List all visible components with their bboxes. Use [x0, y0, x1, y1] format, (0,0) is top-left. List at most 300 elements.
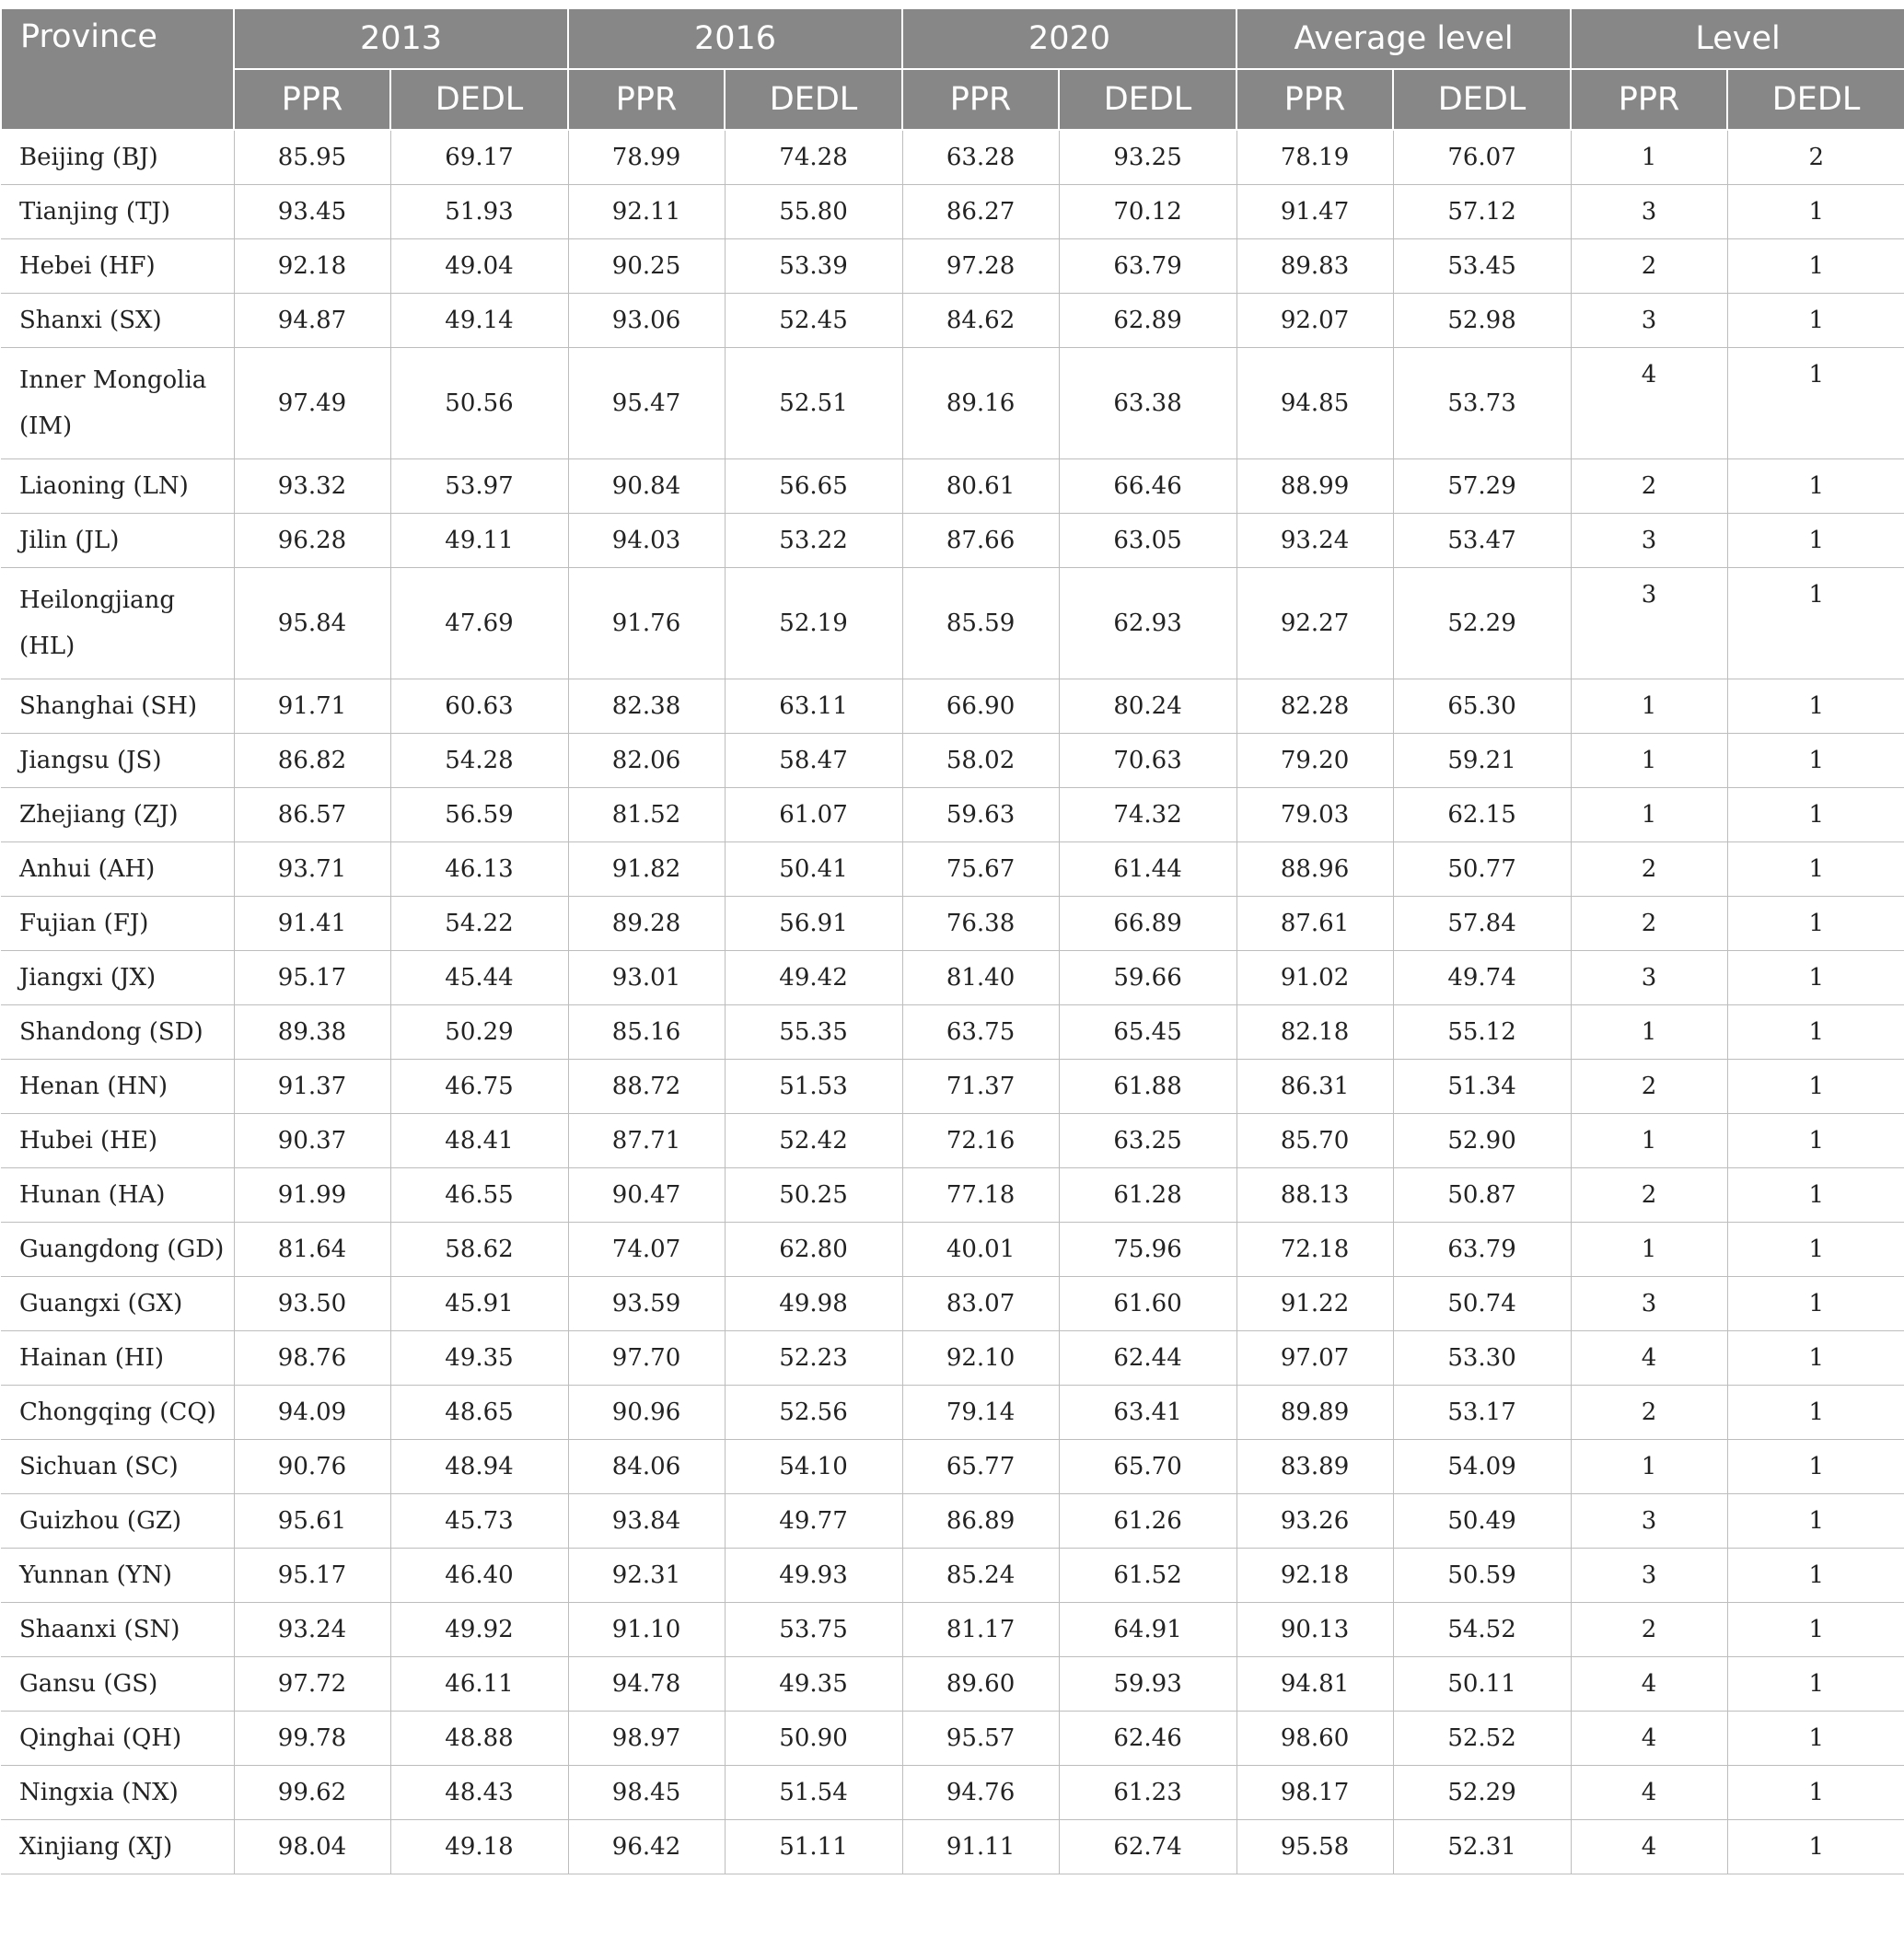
ppr-cell: 92.27 — [1236, 568, 1393, 679]
ppr-cell: 94.09 — [234, 1386, 390, 1440]
dedl-cell: 60.63 — [390, 679, 568, 734]
ppr-cell: 81.17 — [902, 1603, 1059, 1657]
dedl-cell: 53.39 — [725, 239, 902, 294]
dedl-cell: 50.25 — [725, 1168, 902, 1223]
dedl-cell: 53.45 — [1393, 239, 1571, 294]
table-row — [1, 1277, 1904, 1331]
province-cell: Xinjiang (XJ) — [1, 1820, 234, 1874]
dedl-cell: 57.12 — [1393, 185, 1571, 239]
dedl-cell: 63.41 — [1059, 1386, 1236, 1440]
ppr-cell: 92.11 — [568, 185, 725, 239]
province-cell: Qinghai (QH) — [1, 1712, 234, 1766]
ppr-cell: 85.59 — [902, 568, 1059, 679]
ppr-cell: 82.18 — [1236, 1005, 1393, 1060]
ppr-cell: 98.97 — [568, 1712, 725, 1766]
dedl-cell: 1 — [1727, 348, 1904, 459]
ppr-cell: 65.77 — [902, 1440, 1059, 1494]
ppr-cell: 2 — [1571, 897, 1727, 951]
ppr-cell: 98.45 — [568, 1766, 725, 1820]
dedl-cell: 63.38 — [1059, 348, 1236, 459]
dedl-cell: 49.98 — [725, 1277, 902, 1331]
province-cell: Henan (HN) — [1, 1060, 234, 1114]
dedl-cell: 50.90 — [725, 1712, 902, 1766]
column-group-header: Average level — [1236, 8, 1571, 69]
dedl-cell: 58.62 — [390, 1223, 568, 1277]
ppr-cell: 4 — [1571, 1657, 1727, 1712]
ppr-cell: 93.59 — [568, 1277, 725, 1331]
ppr-cell: 85.16 — [568, 1005, 725, 1060]
dedl-cell: 69.17 — [390, 130, 568, 185]
ppr-cell: 78.99 — [568, 130, 725, 185]
ppr-cell: 90.47 — [568, 1168, 725, 1223]
ppr-cell: 88.72 — [568, 1060, 725, 1114]
ppr-cell: 4 — [1571, 1820, 1727, 1874]
ppr-cell: 75.67 — [902, 842, 1059, 897]
dedl-cell: 50.29 — [390, 1005, 568, 1060]
ppr-cell: 89.28 — [568, 897, 725, 951]
ppr-cell: 91.37 — [234, 1060, 390, 1114]
dedl-cell: 57.29 — [1393, 459, 1571, 514]
dedl-cell: 53.97 — [390, 459, 568, 514]
dedl-cell: 63.25 — [1059, 1114, 1236, 1168]
dedl-cell: 70.12 — [1059, 185, 1236, 239]
ppr-cell: 95.84 — [234, 568, 390, 679]
dedl-cell: 1 — [1727, 842, 1904, 897]
dedl-cell: 59.93 — [1059, 1657, 1236, 1712]
dedl-cell: 1 — [1727, 239, 1904, 294]
ppr-cell: 94.81 — [1236, 1657, 1393, 1712]
province-cell: Shanxi (SX) — [1, 294, 234, 348]
province-cell: Heilongjiang (HL) — [1, 568, 234, 679]
ppr-cell: 99.62 — [234, 1766, 390, 1820]
ppr-cell: 89.16 — [902, 348, 1059, 459]
province-cell: Shaanxi (SN) — [1, 1603, 234, 1657]
dedl-cell: 48.43 — [390, 1766, 568, 1820]
column-header-ppr: PPR — [568, 69, 725, 130]
table-row — [1, 897, 1904, 951]
ppr-cell: 97.72 — [234, 1657, 390, 1712]
ppr-cell: 71.37 — [902, 1060, 1059, 1114]
province-cell: Hainan (HI) — [1, 1331, 234, 1386]
dedl-cell: 61.52 — [1059, 1549, 1236, 1603]
table-body — [1, 130, 1904, 1874]
column-header-dedl: DEDL — [1393, 69, 1571, 130]
ppr-cell: 91.71 — [234, 679, 390, 734]
ppr-cell: 95.17 — [234, 1549, 390, 1603]
dedl-cell: 66.46 — [1059, 459, 1236, 514]
dedl-cell: 1 — [1727, 788, 1904, 842]
ppr-cell: 98.17 — [1236, 1766, 1393, 1820]
ppr-cell: 1 — [1571, 1440, 1727, 1494]
ppr-cell: 97.49 — [234, 348, 390, 459]
ppr-cell: 92.31 — [568, 1549, 725, 1603]
table-row — [1, 1766, 1904, 1820]
ppr-cell: 3 — [1571, 185, 1727, 239]
dedl-cell: 56.65 — [725, 459, 902, 514]
dedl-cell: 63.79 — [1393, 1223, 1571, 1277]
dedl-cell: 64.91 — [1059, 1603, 1236, 1657]
ppr-cell: 81.52 — [568, 788, 725, 842]
dedl-cell: 50.56 — [390, 348, 568, 459]
ppr-cell: 1 — [1571, 1114, 1727, 1168]
ppr-cell: 63.28 — [902, 130, 1059, 185]
table-row — [1, 185, 1904, 239]
ppr-cell: 84.06 — [568, 1440, 725, 1494]
dedl-cell: 50.77 — [1393, 842, 1571, 897]
ppr-cell: 90.84 — [568, 459, 725, 514]
ppr-cell: 94.03 — [568, 514, 725, 568]
dedl-cell: 49.04 — [390, 239, 568, 294]
dedl-cell: 66.89 — [1059, 897, 1236, 951]
ppr-cell: 1 — [1571, 734, 1727, 788]
province-cell: Fujian (FJ) — [1, 897, 234, 951]
ppr-cell: 3 — [1571, 568, 1727, 679]
ppr-cell: 3 — [1571, 514, 1727, 568]
column-group-header: 2013 — [234, 8, 568, 69]
table-row — [1, 1549, 1904, 1603]
dedl-cell: 1 — [1727, 568, 1904, 679]
ppr-cell: 92.07 — [1236, 294, 1393, 348]
table-row — [1, 1114, 1904, 1168]
ppr-cell: 82.38 — [568, 679, 725, 734]
ppr-cell: 1 — [1571, 1005, 1727, 1060]
ppr-cell: 87.71 — [568, 1114, 725, 1168]
table-row — [1, 294, 1904, 348]
ppr-cell: 90.37 — [234, 1114, 390, 1168]
dedl-cell: 76.07 — [1393, 130, 1571, 185]
ppr-cell: 85.95 — [234, 130, 390, 185]
ppr-cell: 2 — [1571, 842, 1727, 897]
dedl-cell: 63.11 — [725, 679, 902, 734]
ppr-cell: 3 — [1571, 1549, 1727, 1603]
dedl-cell: 49.74 — [1393, 951, 1571, 1005]
ppr-cell: 4 — [1571, 348, 1727, 459]
dedl-cell: 1 — [1727, 1331, 1904, 1386]
dedl-cell: 54.28 — [390, 734, 568, 788]
column-header-dedl: DEDL — [725, 69, 902, 130]
table-row — [1, 1386, 1904, 1440]
ppr-cell: 58.02 — [902, 734, 1059, 788]
ppr-cell: 89.60 — [902, 1657, 1059, 1712]
ppr-cell: 95.61 — [234, 1494, 390, 1549]
ppr-cell: 2 — [1571, 239, 1727, 294]
dedl-cell: 1 — [1727, 1440, 1904, 1494]
ppr-cell: 96.28 — [234, 514, 390, 568]
table-row — [1, 1331, 1904, 1386]
dedl-cell: 58.47 — [725, 734, 902, 788]
ppr-cell: 76.38 — [902, 897, 1059, 951]
dedl-cell: 1 — [1727, 1820, 1904, 1874]
ppr-cell: 1 — [1571, 130, 1727, 185]
province-cell: Shandong (SD) — [1, 1005, 234, 1060]
dedl-cell: 59.66 — [1059, 951, 1236, 1005]
dedl-cell: 52.31 — [1393, 1820, 1571, 1874]
ppr-cell: 86.89 — [902, 1494, 1059, 1549]
column-header-ppr: PPR — [1571, 69, 1727, 130]
table-row — [1, 1440, 1904, 1494]
dedl-cell: 52.19 — [725, 568, 902, 679]
ppr-cell: 91.02 — [1236, 951, 1393, 1005]
dedl-cell: 62.44 — [1059, 1331, 1236, 1386]
table-row — [1, 842, 1904, 897]
ppr-cell: 85.70 — [1236, 1114, 1393, 1168]
dedl-cell: 54.09 — [1393, 1440, 1571, 1494]
ppr-cell: 79.20 — [1236, 734, 1393, 788]
table-row — [1, 1603, 1904, 1657]
dedl-cell: 49.42 — [725, 951, 902, 1005]
column-header-ppr: PPR — [1236, 69, 1393, 130]
dedl-cell: 62.74 — [1059, 1820, 1236, 1874]
ppr-cell: 91.11 — [902, 1820, 1059, 1874]
ppr-cell: 93.24 — [234, 1603, 390, 1657]
ppr-cell: 82.28 — [1236, 679, 1393, 734]
dedl-cell: 51.54 — [725, 1766, 902, 1820]
dedl-cell: 52.29 — [1393, 1766, 1571, 1820]
table-row — [1, 679, 1904, 734]
table-row — [1, 734, 1904, 788]
ppr-cell: 3 — [1571, 1494, 1727, 1549]
ppr-cell: 3 — [1571, 951, 1727, 1005]
province-cell: Hunan (HA) — [1, 1168, 234, 1223]
dedl-cell: 52.45 — [725, 294, 902, 348]
dedl-cell: 1 — [1727, 1168, 1904, 1223]
ppr-cell: 2 — [1571, 1168, 1727, 1223]
dedl-cell: 62.89 — [1059, 294, 1236, 348]
ppr-cell: 82.06 — [568, 734, 725, 788]
column-group-header: 2016 — [568, 8, 902, 69]
ppr-cell: 91.99 — [234, 1168, 390, 1223]
dedl-cell: 49.92 — [390, 1603, 568, 1657]
ppr-cell: 88.13 — [1236, 1168, 1393, 1223]
province-cell: Tianjing (TJ) — [1, 185, 234, 239]
dedl-cell: 45.73 — [390, 1494, 568, 1549]
column-header-dedl: DEDL — [1727, 69, 1904, 130]
ppr-cell: 74.07 — [568, 1223, 725, 1277]
dedl-cell: 49.35 — [390, 1331, 568, 1386]
ppr-cell: 94.85 — [1236, 348, 1393, 459]
dedl-cell: 49.77 — [725, 1494, 902, 1549]
table-row — [1, 1005, 1904, 1060]
dedl-cell: 62.15 — [1393, 788, 1571, 842]
dedl-cell: 52.52 — [1393, 1712, 1571, 1766]
ppr-cell: 94.76 — [902, 1766, 1059, 1820]
dedl-cell: 54.52 — [1393, 1603, 1571, 1657]
ppr-cell: 90.13 — [1236, 1603, 1393, 1657]
dedl-cell: 45.91 — [390, 1277, 568, 1331]
dedl-cell: 1 — [1727, 1549, 1904, 1603]
dedl-cell: 80.24 — [1059, 679, 1236, 734]
province-cell: Hubei (HE) — [1, 1114, 234, 1168]
ppr-cell: 95.47 — [568, 348, 725, 459]
ppr-cell: 88.99 — [1236, 459, 1393, 514]
province-cell: Chongqing (CQ) — [1, 1386, 234, 1440]
province-cell: Sichuan (SC) — [1, 1440, 234, 1494]
dedl-cell: 50.74 — [1393, 1277, 1571, 1331]
ppr-cell: 91.41 — [234, 897, 390, 951]
dedl-cell: 1 — [1727, 1712, 1904, 1766]
table-row — [1, 788, 1904, 842]
dedl-cell: 48.94 — [390, 1440, 568, 1494]
dedl-cell: 61.28 — [1059, 1168, 1236, 1223]
dedl-cell: 50.49 — [1393, 1494, 1571, 1549]
dedl-cell: 61.26 — [1059, 1494, 1236, 1549]
dedl-cell: 53.17 — [1393, 1386, 1571, 1440]
ppr-cell: 79.03 — [1236, 788, 1393, 842]
dedl-cell: 56.91 — [725, 897, 902, 951]
dedl-cell: 50.87 — [1393, 1168, 1571, 1223]
ppr-cell: 77.18 — [902, 1168, 1059, 1223]
dedl-cell: 50.41 — [725, 842, 902, 897]
dedl-cell: 45.44 — [390, 951, 568, 1005]
dedl-cell: 61.44 — [1059, 842, 1236, 897]
ppr-cell: 91.82 — [568, 842, 725, 897]
table-row — [1, 239, 1904, 294]
column-group-header: 2020 — [902, 8, 1236, 69]
dedl-cell: 59.21 — [1393, 734, 1571, 788]
dedl-cell: 2 — [1727, 130, 1904, 185]
province-cell: Jiangxi (JX) — [1, 951, 234, 1005]
ppr-cell: 2 — [1571, 1603, 1727, 1657]
dedl-cell: 74.28 — [725, 130, 902, 185]
ppr-cell: 89.38 — [234, 1005, 390, 1060]
dedl-cell: 52.98 — [1393, 294, 1571, 348]
dedl-cell: 46.11 — [390, 1657, 568, 1712]
table-row — [1, 1712, 1904, 1766]
ppr-cell: 2 — [1571, 1060, 1727, 1114]
dedl-cell: 53.47 — [1393, 514, 1571, 568]
ppr-cell: 91.76 — [568, 568, 725, 679]
table-row — [1, 1168, 1904, 1223]
province-cell: Yunnan (YN) — [1, 1549, 234, 1603]
ppr-cell: 92.18 — [234, 239, 390, 294]
dedl-cell: 62.46 — [1059, 1712, 1236, 1766]
dedl-cell: 61.23 — [1059, 1766, 1236, 1820]
dedl-cell: 54.10 — [725, 1440, 902, 1494]
dedl-cell: 1 — [1727, 734, 1904, 788]
dedl-cell: 50.11 — [1393, 1657, 1571, 1712]
ppr-cell: 86.27 — [902, 185, 1059, 239]
ppr-cell: 85.24 — [902, 1549, 1059, 1603]
dedl-cell: 49.11 — [390, 514, 568, 568]
dedl-cell: 1 — [1727, 1603, 1904, 1657]
ppr-cell: 72.16 — [902, 1114, 1059, 1168]
dedl-cell: 63.79 — [1059, 239, 1236, 294]
province-cell: Guizhou (GZ) — [1, 1494, 234, 1549]
province-cell: Inner Mongolia (IM) — [1, 348, 234, 459]
ppr-cell: 92.18 — [1236, 1549, 1393, 1603]
ppr-cell: 99.78 — [234, 1712, 390, 1766]
ppr-cell: 93.71 — [234, 842, 390, 897]
dedl-cell: 52.51 — [725, 348, 902, 459]
ppr-cell: 93.50 — [234, 1277, 390, 1331]
dedl-cell: 61.07 — [725, 788, 902, 842]
table-header — [1, 8, 1904, 130]
dedl-cell: 61.60 — [1059, 1277, 1236, 1331]
ppr-cell: 3 — [1571, 1277, 1727, 1331]
ppr-cell: 2 — [1571, 1386, 1727, 1440]
dedl-cell: 53.30 — [1393, 1331, 1571, 1386]
ppr-cell: 2 — [1571, 459, 1727, 514]
dedl-cell: 52.23 — [725, 1331, 902, 1386]
ppr-cell: 72.18 — [1236, 1223, 1393, 1277]
province-cell: Shanghai (SH) — [1, 679, 234, 734]
ppr-cell: 90.25 — [568, 239, 725, 294]
ppr-cell: 90.76 — [234, 1440, 390, 1494]
dedl-cell: 46.55 — [390, 1168, 568, 1223]
ppr-cell: 96.42 — [568, 1820, 725, 1874]
dedl-cell: 51.34 — [1393, 1060, 1571, 1114]
ppr-cell: 1 — [1571, 788, 1727, 842]
ppr-cell: 93.32 — [234, 459, 390, 514]
table-row — [1, 130, 1904, 185]
dedl-cell: 74.32 — [1059, 788, 1236, 842]
dedl-cell: 55.80 — [725, 185, 902, 239]
dedl-cell: 70.63 — [1059, 734, 1236, 788]
ppr-cell: 1 — [1571, 679, 1727, 734]
table-row — [1, 1494, 1904, 1549]
table-row — [1, 568, 1904, 679]
ppr-cell: 97.70 — [568, 1331, 725, 1386]
dedl-cell: 46.40 — [390, 1549, 568, 1603]
column-header-ppr: PPR — [234, 69, 390, 130]
dedl-cell: 52.90 — [1393, 1114, 1571, 1168]
province-cell: Ningxia (NX) — [1, 1766, 234, 1820]
ppr-cell: 83.89 — [1236, 1440, 1393, 1494]
dedl-cell: 63.05 — [1059, 514, 1236, 568]
dedl-cell: 1 — [1727, 514, 1904, 568]
dedl-cell: 1 — [1727, 1277, 1904, 1331]
dedl-cell: 55.12 — [1393, 1005, 1571, 1060]
ppr-cell: 95.17 — [234, 951, 390, 1005]
province-cell: Guangdong (GD) — [1, 1223, 234, 1277]
dedl-cell: 1 — [1727, 1657, 1904, 1712]
ppr-cell: 93.84 — [568, 1494, 725, 1549]
table-row — [1, 459, 1904, 514]
table-row — [1, 1060, 1904, 1114]
ppr-cell: 81.40 — [902, 951, 1059, 1005]
ppr-cell: 94.78 — [568, 1657, 725, 1712]
dedl-cell: 52.56 — [725, 1386, 902, 1440]
table-row — [1, 1657, 1904, 1712]
province-cell: Guangxi (GX) — [1, 1277, 234, 1331]
ppr-cell: 94.87 — [234, 294, 390, 348]
dedl-cell: 49.35 — [725, 1657, 902, 1712]
ppr-cell: 93.01 — [568, 951, 725, 1005]
ppr-cell: 59.63 — [902, 788, 1059, 842]
province-cell: Jiangsu (JS) — [1, 734, 234, 788]
dedl-cell: 61.88 — [1059, 1060, 1236, 1114]
ppr-cell: 40.01 — [902, 1223, 1059, 1277]
ppr-cell: 79.14 — [902, 1386, 1059, 1440]
ppr-cell: 63.75 — [902, 1005, 1059, 1060]
dedl-cell: 48.41 — [390, 1114, 568, 1168]
ppr-cell: 98.60 — [1236, 1712, 1393, 1766]
province-cell: Gansu (GS) — [1, 1657, 234, 1712]
province-cell: Hebei (HF) — [1, 239, 234, 294]
table-row — [1, 951, 1904, 1005]
ppr-cell: 97.28 — [902, 239, 1059, 294]
dedl-cell: 62.80 — [725, 1223, 902, 1277]
dedl-cell: 56.59 — [390, 788, 568, 842]
ppr-cell: 89.83 — [1236, 239, 1393, 294]
ppr-cell: 4 — [1571, 1331, 1727, 1386]
ppr-cell: 93.24 — [1236, 514, 1393, 568]
ppr-cell: 91.47 — [1236, 185, 1393, 239]
table-row — [1, 1223, 1904, 1277]
dedl-cell: 1 — [1727, 897, 1904, 951]
dedl-cell: 46.13 — [390, 842, 568, 897]
table-row — [1, 348, 1904, 459]
